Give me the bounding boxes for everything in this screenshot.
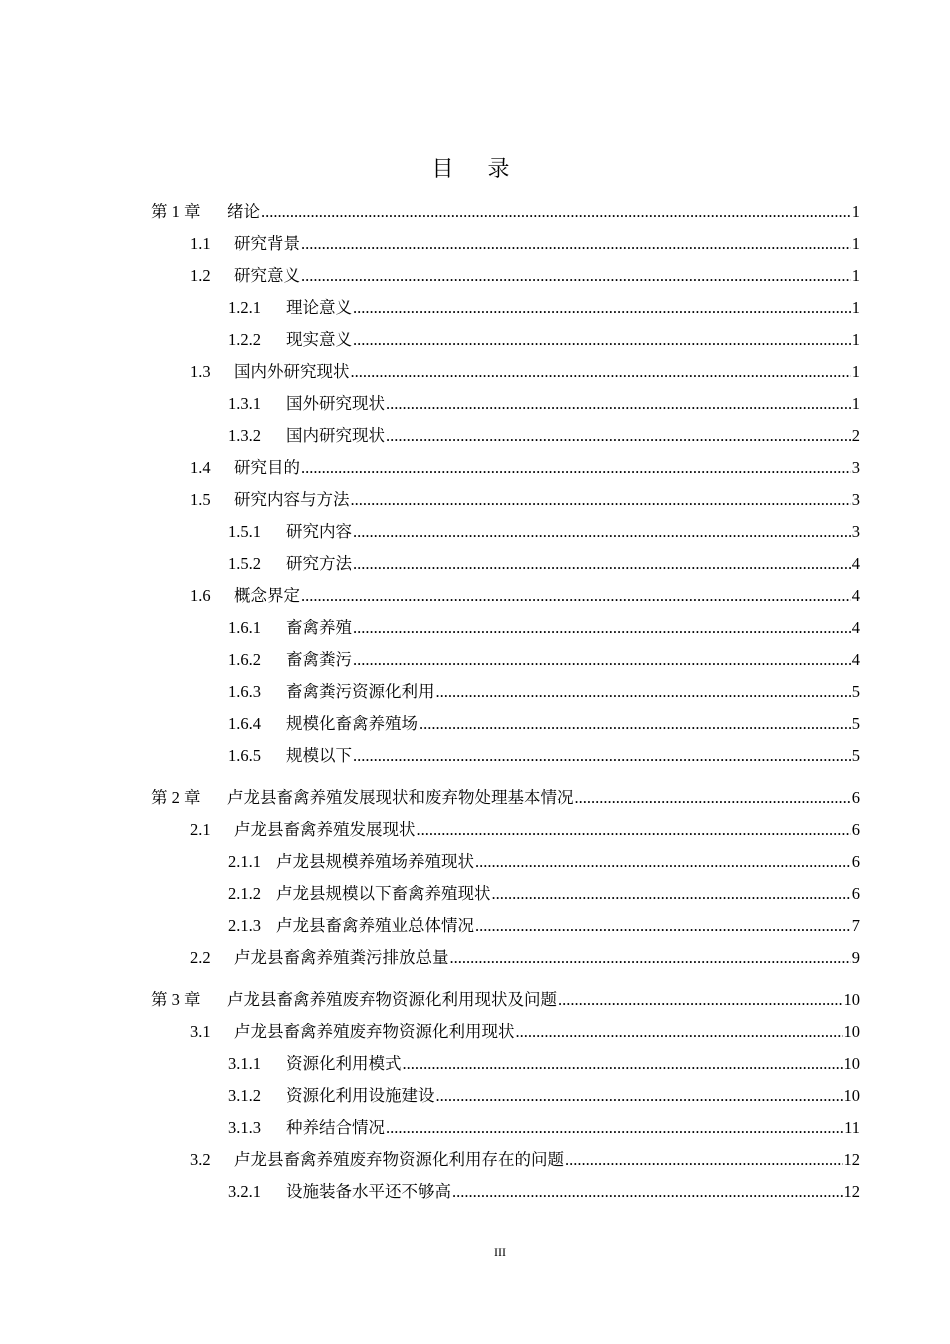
- toc-entry-title: 研究内容: [286, 522, 352, 541]
- toc-entry-1-6[interactable]: [151, 580, 860, 612]
- toc-entry-title: 国外研究现状: [286, 394, 385, 413]
- toc-entry-1-5[interactable]: [151, 484, 860, 516]
- toc-entry-page: 12: [843, 1182, 860, 1201]
- toc-entry-page: 10: [843, 990, 860, 1009]
- toc-entry-page: 5: [851, 714, 860, 733]
- toc-entry-page: 7: [851, 916, 860, 935]
- toc-entry-number: 3.1.2: [228, 1086, 261, 1105]
- toc-entry-page: 4: [851, 618, 860, 637]
- dot-leader: [353, 292, 851, 324]
- toc-entry-number: 1.6.4: [228, 714, 261, 733]
- toc-entry-1-3-1[interactable]: [151, 388, 860, 420]
- toc-entry-number: 1.2: [190, 266, 211, 285]
- page-number-footer: III: [494, 1245, 506, 1259]
- toc-entry-title: 设施装备水平还不够高: [286, 1182, 451, 1201]
- toc-entry-number: 1.6: [190, 586, 211, 605]
- toc-entry-number: 3.1.3: [228, 1118, 261, 1137]
- toc-entry-number: 1.5.2: [228, 554, 261, 573]
- dot-leader: [419, 708, 851, 740]
- toc-entry-1-6-5[interactable]: [151, 740, 860, 772]
- dot-leader: [516, 1016, 843, 1048]
- dot-leader: [386, 420, 851, 452]
- toc-entry-page: 1: [851, 266, 860, 285]
- toc-entry-1-2[interactable]: [151, 260, 860, 292]
- dot-leader: [450, 942, 851, 974]
- toc-entry-number: 1.3.2: [228, 426, 261, 445]
- toc-entry-title: 卢龙县畜禽养殖发展现状和废弃物处理基本情况: [227, 788, 574, 807]
- dot-leader: [558, 984, 843, 1016]
- toc-entry-page: 1: [851, 234, 860, 253]
- toc-entry-page: 4: [851, 586, 860, 605]
- toc-entry-3-2-1[interactable]: [151, 1176, 860, 1208]
- toc-entry-page: 6: [851, 884, 860, 903]
- toc-entry-page: 1: [851, 330, 860, 349]
- toc-entry-number: 2.1.1: [228, 852, 261, 871]
- toc-entry-2-1-1[interactable]: [151, 846, 860, 878]
- toc-entry-number: 1.1: [190, 234, 211, 253]
- dot-leader: [301, 260, 851, 292]
- toc-entry-page: 9: [851, 948, 860, 967]
- toc-entry-title: 卢龙县畜禽养殖废弃物资源化利用存在的问题: [234, 1150, 564, 1169]
- toc-entry-title: 现实意义: [286, 330, 352, 349]
- toc-entry-number: 1.3: [190, 362, 211, 381]
- toc-entry-title: 研究背景: [234, 234, 300, 253]
- toc-entry-title: 研究内容与方法: [234, 490, 350, 509]
- toc-entry-number: 3.1.1: [228, 1054, 261, 1073]
- toc-entry-title: 理论意义: [286, 298, 352, 317]
- dot-leader: [452, 1176, 843, 1208]
- dot-leader: [351, 484, 851, 516]
- toc-entry-number: 1.2.2: [228, 330, 261, 349]
- toc-entry-1-2-2[interactable]: [151, 324, 860, 356]
- toc-entry-number: 第 1 章: [151, 202, 201, 221]
- toc-entry-title: 研究目的: [234, 458, 300, 477]
- dot-leader: [353, 612, 851, 644]
- dot-leader: [353, 548, 851, 580]
- dot-leader: [353, 516, 851, 548]
- toc-entry-number: 第 2 章: [151, 788, 201, 807]
- toc-entry-page: 4: [851, 554, 860, 573]
- toc-entry-number: 3.2: [190, 1150, 211, 1169]
- toc-entry-number: 1.6.2: [228, 650, 261, 669]
- toc-entry-number: 2.1: [190, 820, 211, 839]
- toc-entry-3-1-2[interactable]: [151, 1080, 860, 1112]
- toc-entry-chapter-2[interactable]: [151, 782, 860, 814]
- toc-entry-title: 卢龙县畜禽养殖废弃物资源化利用现状及问题: [227, 990, 557, 1009]
- toc-entry-1-5-2[interactable]: [151, 548, 860, 580]
- toc-entry-3-1[interactable]: [151, 1016, 860, 1048]
- toc-entry-number: 1.6.5: [228, 746, 261, 765]
- toc-entry-number: 3.2.1: [228, 1182, 261, 1201]
- toc-entry-1-6-3[interactable]: [151, 676, 860, 708]
- dot-leader: [436, 676, 851, 708]
- toc-entry-title: 国内研究现状: [286, 426, 385, 445]
- toc-entry-page: 11: [844, 1118, 860, 1137]
- dot-leader: [353, 324, 851, 356]
- toc-entry-page: 6: [851, 852, 860, 871]
- page-title: 目录: [431, 157, 544, 182]
- toc-entry-title: 绪论: [227, 202, 260, 221]
- dot-leader: [353, 644, 851, 676]
- toc-entry-1-2-1[interactable]: [151, 292, 860, 324]
- toc-entry-page: 12: [843, 1150, 860, 1169]
- toc-entry-title: 规模以下: [286, 746, 352, 765]
- dot-leader: [301, 580, 851, 612]
- toc-entry-title: 卢龙县规模以下畜禽养殖现状: [276, 884, 491, 903]
- toc-entry-page: 2: [851, 426, 860, 445]
- toc-entry-page: 4: [851, 650, 860, 669]
- toc-entry-number: 2.1.2: [228, 884, 261, 903]
- dot-leader: [351, 356, 851, 388]
- toc-entry-number: 1.5.1: [228, 522, 261, 541]
- dot-leader: [301, 228, 851, 260]
- dot-leader: [403, 1048, 843, 1080]
- table-of-contents: [151, 196, 860, 1208]
- toc-entry-title: 卢龙县畜禽养殖粪污排放总量: [234, 948, 449, 967]
- toc-entry-page: 10: [843, 1054, 860, 1073]
- toc-entry-title: 资源化利用设施建设: [286, 1086, 435, 1105]
- toc-entry-1-6-2[interactable]: [151, 644, 860, 676]
- toc-entry-number: 1.4: [190, 458, 211, 477]
- toc-entry-2-1[interactable]: [151, 814, 860, 846]
- toc-entry-page: 5: [851, 746, 860, 765]
- toc-entry-chapter-3[interactable]: [151, 984, 860, 1016]
- dot-leader: [386, 1112, 843, 1144]
- toc-entry-title: 种养结合情况: [286, 1118, 385, 1137]
- toc-entry-chapter-1[interactable]: [151, 196, 860, 228]
- toc-entry-page: 10: [843, 1086, 860, 1105]
- toc-entry-title: 卢龙县畜禽养殖发展现状: [234, 820, 416, 839]
- dot-leader: [353, 740, 851, 772]
- toc-entry-1-6-4[interactable]: [151, 708, 860, 740]
- toc-entry-page: 1: [851, 298, 860, 317]
- toc-entry-title: 资源化利用模式: [286, 1054, 402, 1073]
- toc-entry-number: 1.3.1: [228, 394, 261, 413]
- toc-entry-page: 3: [851, 522, 860, 541]
- toc-entry-page: 5: [851, 682, 860, 701]
- dot-leader: [492, 878, 851, 910]
- toc-entry-3-1-3[interactable]: [151, 1112, 860, 1144]
- toc-entry-2-1-2[interactable]: [151, 878, 860, 910]
- toc-entry-page: 1: [851, 202, 860, 221]
- dot-leader: [436, 1080, 843, 1112]
- toc-entry-1-3-2[interactable]: [151, 420, 860, 452]
- toc-entry-page: 3: [851, 490, 860, 509]
- toc-entry-3-1-1[interactable]: [151, 1048, 860, 1080]
- toc-entry-page: 3: [851, 458, 860, 477]
- dot-leader: [565, 1144, 843, 1176]
- dot-leader: [386, 388, 851, 420]
- toc-entry-2-2[interactable]: [151, 942, 860, 974]
- toc-entry-number: 1.6.3: [228, 682, 261, 701]
- dot-leader: [261, 196, 851, 228]
- toc-entry-title: 规模化畜禽养殖场: [286, 714, 418, 733]
- toc-entry-number: 1.5: [190, 490, 211, 509]
- toc-entry-page: 1: [851, 362, 860, 381]
- toc-entry-1-4[interactable]: [151, 452, 860, 484]
- toc-entry-page: 10: [843, 1022, 860, 1041]
- toc-entry-title: 畜禽粪污: [286, 650, 352, 669]
- toc-entry-2-1-3[interactable]: [151, 910, 860, 942]
- toc-entry-title: 卢龙县规模养殖场养殖现状: [276, 852, 474, 871]
- toc-entry-title: 研究方法: [286, 554, 352, 573]
- toc-entry-page: 6: [851, 820, 860, 839]
- toc-entry-title: 畜禽粪污资源化利用: [286, 682, 435, 701]
- toc-entry-number: 2.2: [190, 948, 211, 967]
- toc-entry-title: 研究意义: [234, 266, 300, 285]
- toc-entry-title: 畜禽养殖: [286, 618, 352, 637]
- toc-entry-number: 第 3 章: [151, 990, 201, 1009]
- toc-entry-number: 1.6.1: [228, 618, 261, 637]
- dot-leader: [575, 782, 851, 814]
- dot-leader: [475, 910, 851, 942]
- toc-entry-3-2[interactable]: [151, 1144, 860, 1176]
- toc-entry-title: 卢龙县畜禽养殖业总体情况: [276, 916, 474, 935]
- toc-entry-1-1[interactable]: [151, 228, 860, 260]
- toc-entry-number: 3.1: [190, 1022, 211, 1041]
- toc-entry-1-5-1[interactable]: [151, 516, 860, 548]
- toc-entry-page: 6: [851, 788, 860, 807]
- toc-entry-1-3[interactable]: [151, 356, 860, 388]
- toc-entry-title: 国内外研究现状: [234, 362, 350, 381]
- toc-entry-number: 2.1.3: [228, 916, 261, 935]
- toc-entry-number: 1.2.1: [228, 298, 261, 317]
- toc-entry-1-6-1[interactable]: [151, 612, 860, 644]
- dot-leader: [301, 452, 851, 484]
- dot-leader: [475, 846, 851, 878]
- dot-leader: [417, 814, 851, 846]
- toc-entry-title: 概念界定: [234, 586, 300, 605]
- toc-entry-title: 卢龙县畜禽养殖废弃物资源化利用现状: [234, 1022, 515, 1041]
- toc-entry-page: 1: [851, 394, 860, 413]
